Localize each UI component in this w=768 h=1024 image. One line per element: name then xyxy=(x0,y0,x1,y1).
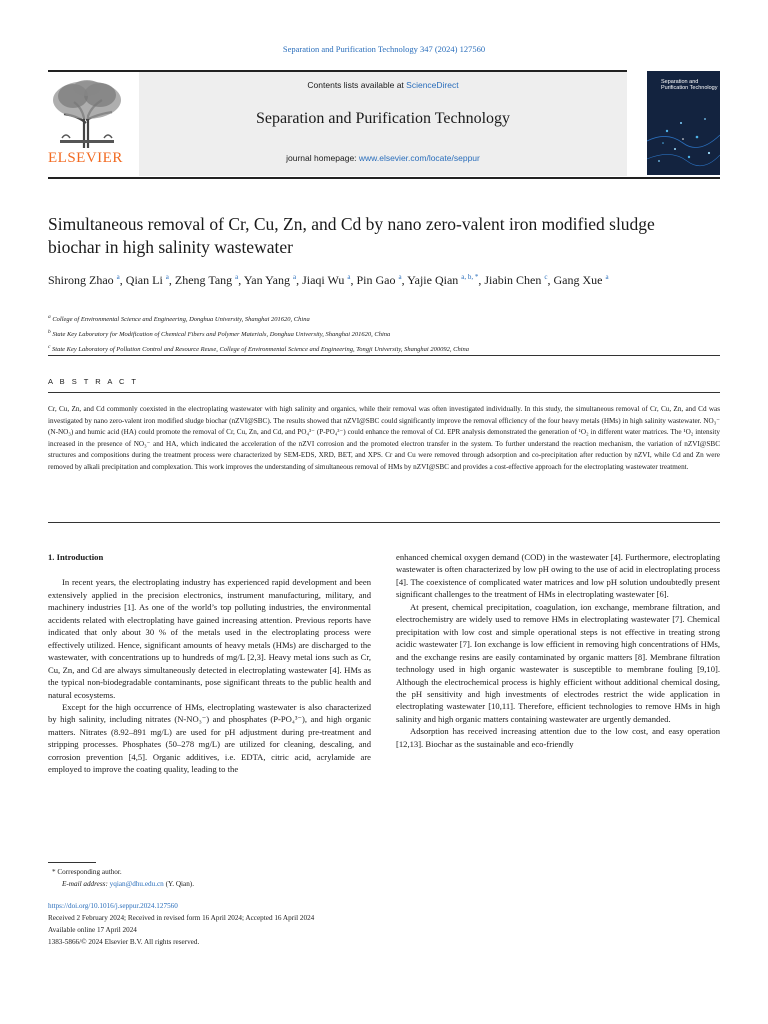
available-online: Available online 17 April 2024 xyxy=(48,926,137,934)
right-column xyxy=(396,551,720,750)
journal-title: Separation and Purification Technology xyxy=(255,110,511,127)
author-affiliation-mark[interactable]: a xyxy=(235,273,239,281)
affiliation-text: College of Environmental Science and Engineering, Donghua University, Shanghai 201620, China xyxy=(50,316,310,324)
abstract-bottom-rule xyxy=(48,522,720,523)
author-list: Shirong Zhao $^a$, Qian Li $^a$, Zheng Tang $^a$, Yan Yang $^a$, Jiaqi Wu $^a$, Pin Gao $^a$, Yajie Qian $^{a, b, *}$, Jiabin Chen $^c$, Gang Xue $^a$ xyxy=(48,273,609,287)
right-paragraphs xyxy=(396,551,720,750)
author-affiliation-mark[interactable]: a xyxy=(116,273,120,281)
masthead-top-rule xyxy=(48,70,627,72)
author-name[interactable]: Qian Li xyxy=(125,273,163,287)
author-affiliation-mark[interactable]: a xyxy=(398,273,402,281)
contents-available xyxy=(139,80,627,90)
email-footnote xyxy=(62,879,382,889)
doi-link[interactable]: https://doi.org/10.1016/j.seppur.2024.127560 xyxy=(48,902,178,910)
author-name[interactable]: Zheng Tang xyxy=(174,273,233,287)
author-name[interactable]: Pin Gao xyxy=(356,273,396,287)
contents-prefix: Contents lists available at xyxy=(307,80,407,90)
affiliation-list xyxy=(48,311,708,356)
left-paragraphs xyxy=(48,576,371,775)
body-paragraph: Adsorption has received increasing attention due to the low cost, and easy operation [12,13]. Biochar as the sustainable and eco-friendly xyxy=(396,726,720,749)
author-affiliation-mark[interactable]: a, b, * xyxy=(461,273,479,281)
email-label: E-mail address: xyxy=(62,880,110,888)
masthead-bottom-rule xyxy=(48,177,720,179)
affiliation-text: State Key Laboratory for Modification of Chemical Fibers and Polymer Materials, Donghua University, Shanghai 201620, China xyxy=(50,331,391,339)
affiliation-mark: a xyxy=(48,314,51,320)
elsevier-wordmark: ELSEVIER xyxy=(48,150,123,166)
author-name[interactable]: Jiaqi Wu xyxy=(302,273,345,287)
affiliation xyxy=(48,311,708,326)
elsevier-tree-logo xyxy=(48,78,126,150)
affiliation-mark: b xyxy=(48,329,51,336)
author-affiliation-mark[interactable]: a xyxy=(605,273,609,281)
affiliation-mark: c xyxy=(48,344,51,351)
running-header[interactable]: Separation and Purification Technology 347 (2024) 127560 xyxy=(282,44,486,54)
author-name[interactable]: Gang Xue xyxy=(553,273,603,287)
cover-title: Separation and Purification Technology xyxy=(661,79,718,91)
homepage-prefix: journal homepage: xyxy=(286,153,359,163)
author-affiliation-mark[interactable]: a xyxy=(292,273,297,281)
body-paragraph: enhanced chemical oxygen demand (COD) in the wastewater [4]. Furthermore, electroplating wastewater is often characterized by low pH owing to the use of acid in electroplating process [4]. The coexistence of complicated water matrices and low pH solution undoubtedly present significant challenges to the treatment of HMs in electroplating wastewater [6]. xyxy=(396,552,720,600)
affiliation xyxy=(48,326,708,341)
article-title: Simultaneous removal of Cr, Cu, Zn, and Cd by nano zero-valent iron modified sludge biochar in high salinity wastewater xyxy=(48,214,655,257)
author-name[interactable]: Yan Yang xyxy=(243,273,290,287)
author-affiliation-mark[interactable]: a xyxy=(165,273,169,281)
copyright: 1383-5866/© 2024 Elsevier B.V. All rights reserved. xyxy=(48,938,200,946)
abstract-heading: A B S T R A C T xyxy=(48,377,139,386)
affiliation-text: State Key Laboratory of Pollution Control and Resource Reuse, College of Environmental Science and Engineering, Tongji University, Shanghai 200092, China xyxy=(50,346,470,354)
abstract-heading-rule xyxy=(48,392,720,393)
homepage-link[interactable]: www.elsevier.com/locate/seppur xyxy=(358,153,480,163)
author-affiliation-mark[interactable]: a xyxy=(347,273,351,281)
body-paragraph: Except for the high occurrence of HMs, electroplating wastewater is also characterized by high salinity, including nitrates (N-NO₃⁻) and phosphates (P-PO₄³⁻), and high organic matters. Nitrates (8.92–891 mg/L) are used for pH adjustment during pre-treatment and stripping processes. Phosphates (50–278 mg/L) are utilized for cleaning, descaling, and corrosion prevention [4,5]. Organic additives, i.e. EDTA, citric acid, acrylamide are employed to improve the coating quality, leading to the xyxy=(48,701,371,775)
email-suffix: (Y. Qian). xyxy=(163,880,194,888)
journal-cover-thumbnail[interactable] xyxy=(647,71,720,175)
email-link[interactable]: yqian@dhu.edu.cn xyxy=(109,880,164,888)
section-heading: 1. Introduction xyxy=(48,552,104,562)
author-name[interactable]: Shirong Zhao xyxy=(48,273,114,287)
corresponding-author-note: * Corresponding author. xyxy=(52,868,122,876)
body-paragraph: In recent years, the electroplating industry has experienced rapid development and been extensively applied in the precision electronics, instrument manufacturing, military, and machinery industries [1]. As one of the world’s top polluting industries, the environmental accidents related with electroplating have gained increasing attention. Previous reports have indicated that only about 30 % of the metals used in the electroplating process were effectively utilized. Hence, significant amounts of heavy metals (HMs) are discharged to the wastewater, with concentrations up to hundreds of mg/L [2,3]. Heavy metal ions such as Cr, Cu, Zn, and Cd are always simultaneously detected in electroplating wastewater [4]. HMs as the typical non-biodegradable contaminants, pose significant threats to the public health and natural ecosystems. xyxy=(48,577,371,700)
author-name[interactable]: Yajie Qian xyxy=(407,273,459,287)
footnote-rule xyxy=(48,862,96,863)
sciencedirect-link[interactable]: ScienceDirect xyxy=(406,80,459,90)
author-affiliation-mark[interactable]: c xyxy=(544,273,548,281)
abstract-text: Cr, Cu, Zn, and Cd commonly coexisted in the electroplating wastewater with high salinity and organics, while their removal was often investigated individually. In this study, the simultaneous removal of Cr, Cu, Zn, and Cd was investigated by nano zero-valent iron modified sludge biochar (nZVI@SBC). The results showed that nZVI@SBC could significantly improve the removal efficiency of the four heavy metals (HMs) in high salinity wastewater. NO₃⁻ (N-NO₃) and humic acid (HA) could promote the removal of Cr, Cu, Zn, and Cd, and PO₄³⁻ (P-PO₄³⁻) could enhance the removal of Cd. EPR analysis demonstrated the generation of ¹O₂ in different water matrices. The ¹O₂ intensity increased in the presence of NO₃⁻ and HA, which indicated the acceleration of the nZVI corrosion and the promoted electron transfer in the system. To further understand the reaction mechanism, the variation of nZVI@SBC structures and compositions during the treatment process were characterized by SEM-EDS, XRD, BET, and XPS. Cr and Cu were removed through adsorption and co-precipitation after reduction by nZVI, while Cd and Zn were removed by alkali precipitation and complexation. This work improves the understanding of simultaneous removal of HMs by nZVI@SBC and provides a cost-effective approach for the electroplating wastewater treatment. xyxy=(48,405,720,471)
author-name[interactable]: Jiabin Chen xyxy=(484,273,542,287)
abstract-top-rule xyxy=(48,355,720,356)
journal-homepage xyxy=(139,153,627,163)
body-paragraph: At present, chemical precipitation, coagulation, ion exchange, membrane filtration, and electrochemistry are widely used to remove HMs in electroplating wastewater [7]. Chemical precipitation with low cost and simple operational steps is not effective in treating strong acidic wastewater [7]. Ion exchange is low efficient in removing high concentrations of HMs, and the exchange resins are easily contaminated by organic matters [8]. Membrane filtration technology used in high organic wastewater is susceptible to membrane fouling [9,10]. Although the electrochemical process is highly efficient without additional chemical dosing, the pH sensitivity and high investments of electrodes restrict the wide application in electroplating wastewater [10,11]. Therefore, efficient technologies to remove HMs in high salinity and high organic matters containing wastewater are urgently demanded. xyxy=(396,601,720,724)
received-dates: Received 2 February 2024; Received in revised form 16 April 2024; Accepted 16 April 2024 xyxy=(48,914,315,922)
left-column xyxy=(48,551,371,776)
